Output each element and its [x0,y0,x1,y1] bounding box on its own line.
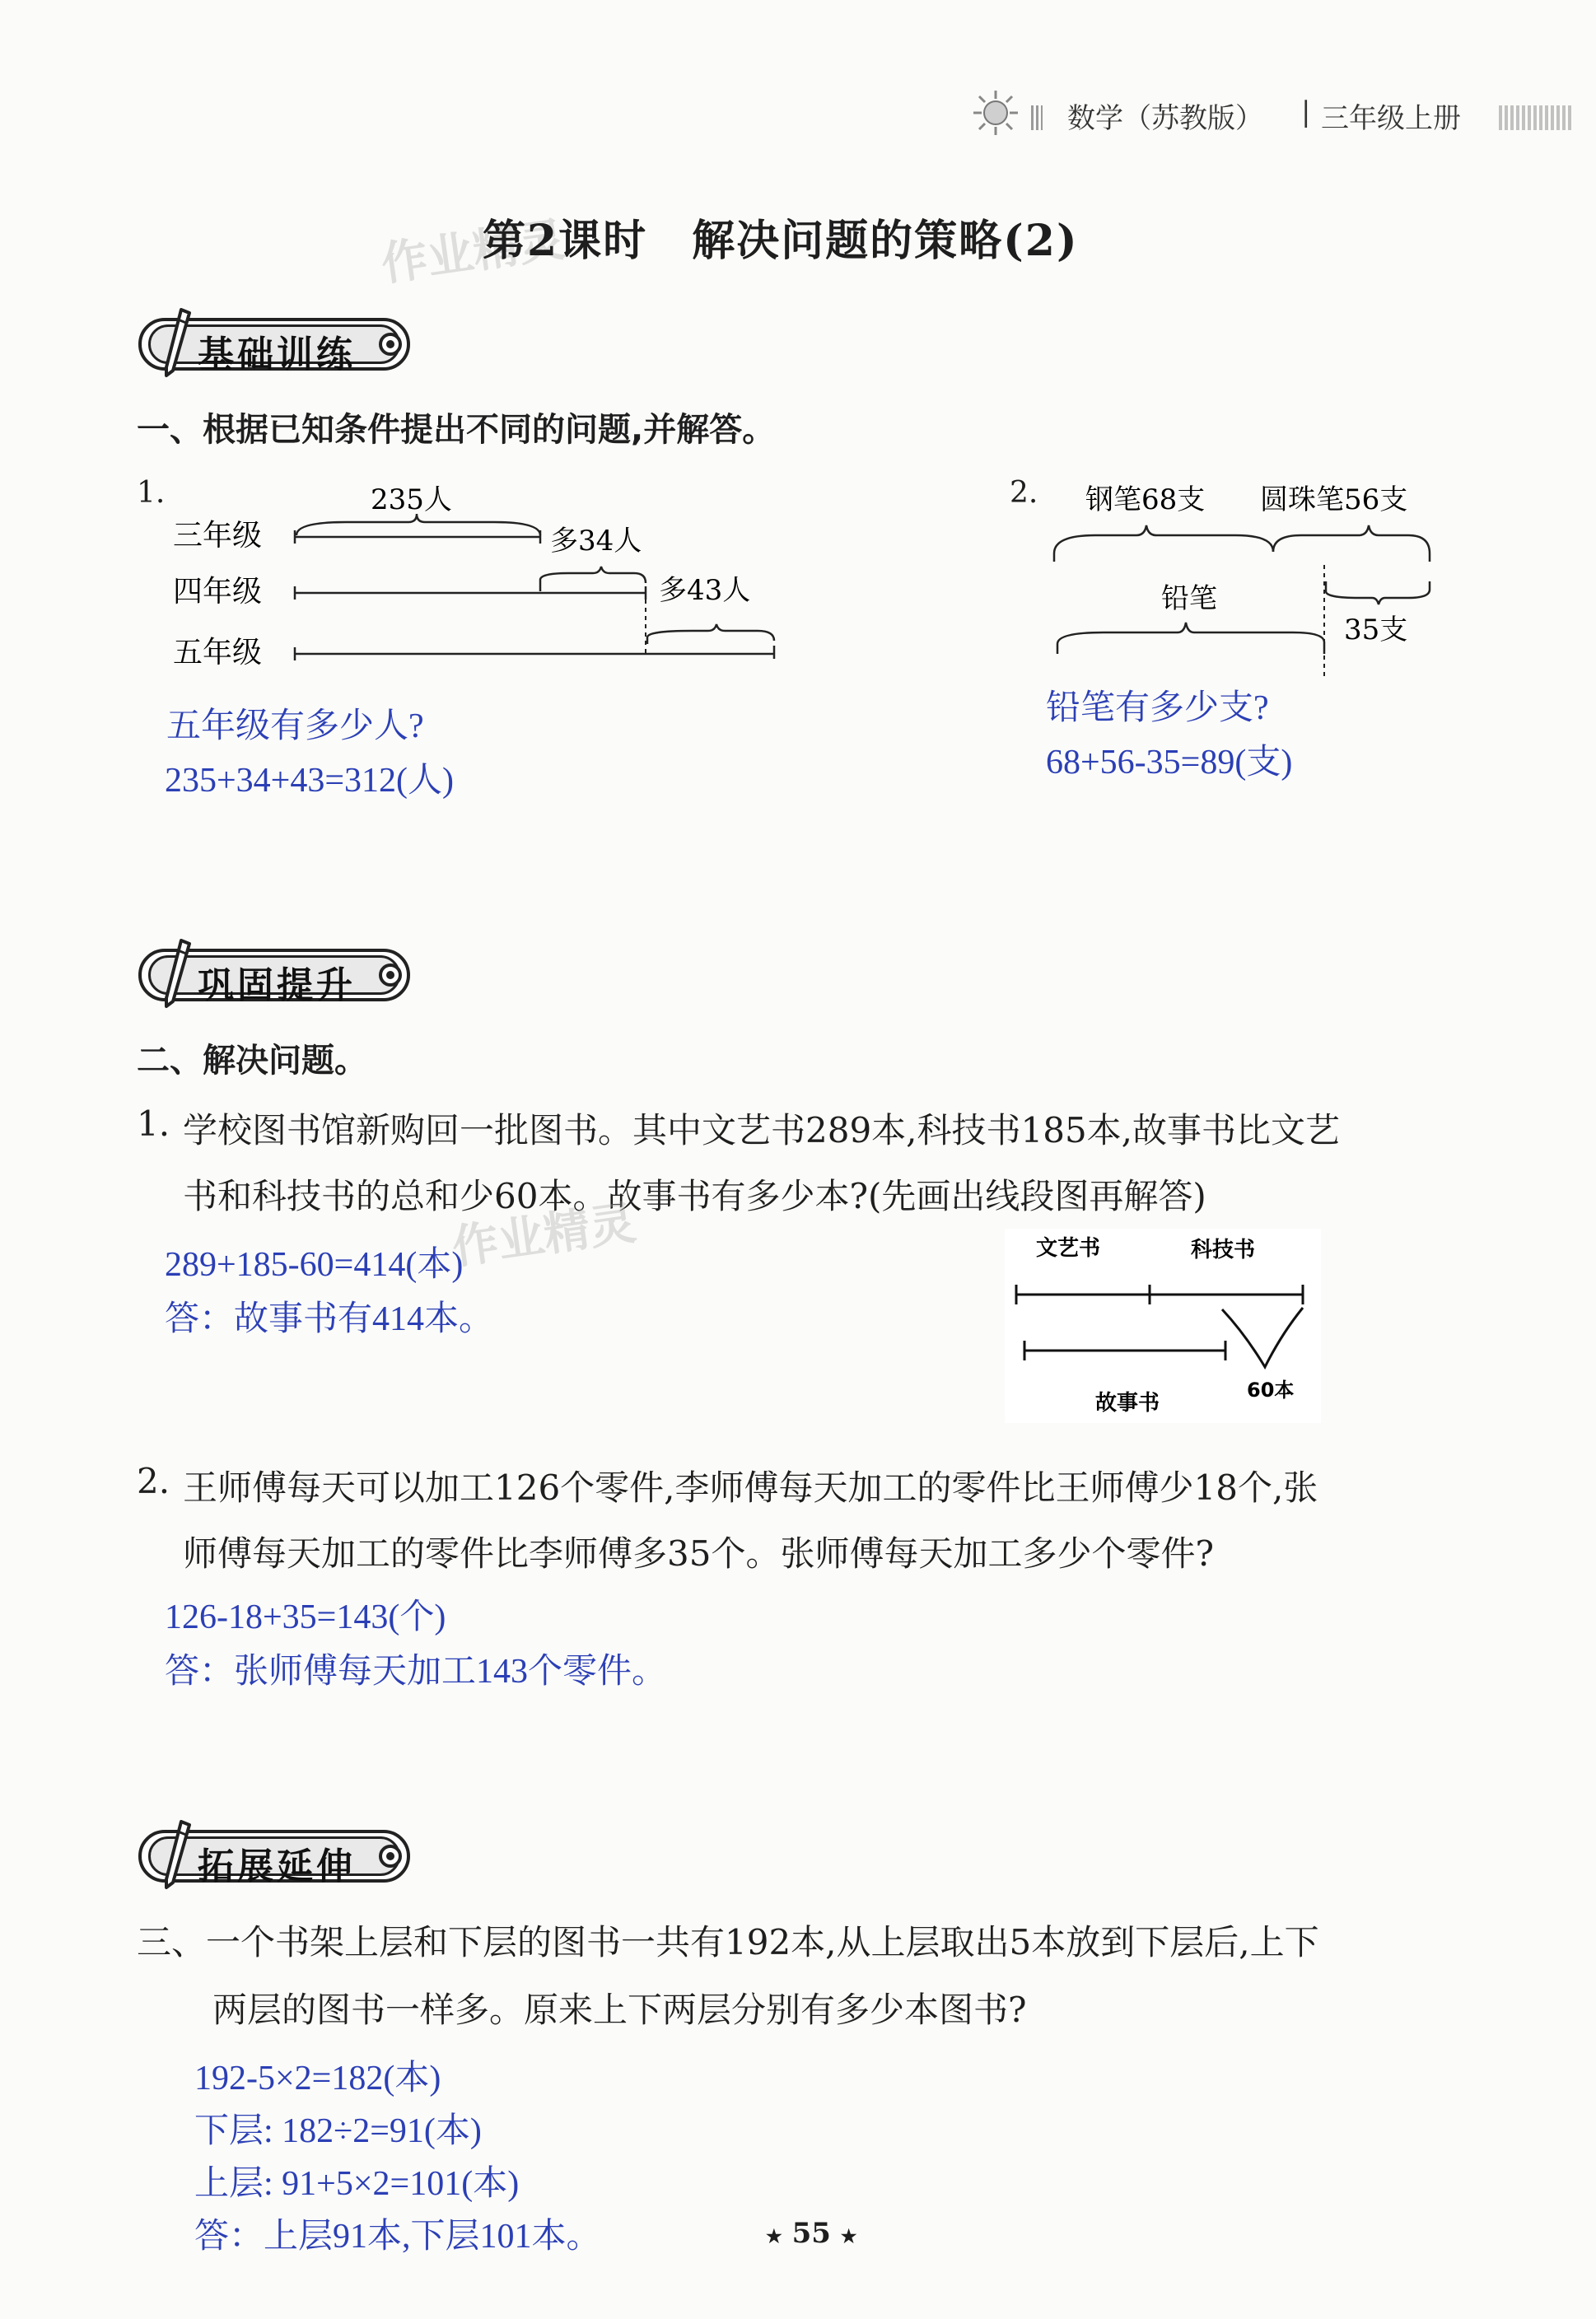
part2-q1-diagram [1005,1229,1321,1423]
section-badge-consolidate [130,939,418,1011]
part2-q2-answer: 126-18+35=143(个) [165,1598,446,1636]
section-label: 巩固提升 [198,964,356,1006]
part3-line1: 三、一个书架上层和下层的图书一共有192本,从上层取出5本放到下层后,上下 [137,1922,1319,1962]
star-icon: ★ [840,2226,857,2247]
part2-q1-line1: 学校图书馆新购回一批图书。其中文艺书289本,科技书185本,故事书比文艺 [183,1110,1341,1150]
header-subject: 数学（苏教版） [1067,102,1263,135]
label-more43: 多43人 [659,574,751,607]
pencil-icon [160,1820,193,1891]
section-label: 基础训练 [198,334,356,376]
part1-q2-question: 铅笔有多少支? [1046,689,1269,727]
label-pens: 钢笔68支 [1085,483,1206,516]
brace-235 [296,514,540,535]
part2-heading: 二、解决问题。 [137,1042,367,1080]
section-badge-basic [130,308,418,380]
label-pencils: 铅笔 [1161,582,1217,615]
pencil-icon [160,308,193,379]
ring-icon [379,964,402,987]
brace-pencils [1057,623,1324,654]
row-label-grade5: 五年级 [173,636,263,670]
diagram-label-235: 235人 [371,483,452,516]
label-35: 35支 [1344,614,1408,646]
part1-q1-question: 五年级有多少人? [166,707,424,745]
part1-q2-number: 2. [1010,476,1038,510]
part1-q1-answer: 235+34+43=312(人) [165,762,455,800]
brace-pens [1054,525,1273,562]
header-grade: 三年级上册 [1321,102,1461,135]
pencil-icon [160,939,193,1010]
part3-line2: 两层的图书一样多。原来上下两层分别有多少本图书? [212,1990,1027,2030]
watermark: 作业精灵 [449,1195,640,1276]
header-divider-bar: | [1301,96,1311,128]
label-more34: 多34人 [550,525,642,558]
page-number-block [766,2217,856,2250]
part2-q2-number: 2. [137,1461,170,1501]
brace-more43 [647,624,774,644]
page-header [972,89,1581,142]
label-science: 科技书 [1191,1238,1256,1262]
label-ballpens: 圆珠笔56支 [1260,483,1408,516]
part3-answer-1: 192-5×2=182(本) [194,2060,441,2097]
part1-heading: 一、根据已知条件提出不同的问题,并解答。 [137,411,776,449]
label-story: 故事书 [1095,1391,1160,1416]
part3-answer-3: 上层: 91+5×2=101(本) [194,2165,520,2203]
part2-q2-line1: 王师傅每天可以加工126个零件,李师傅每天加工的零件比王师傅少18个,张 [183,1467,1318,1508]
part2-q1-number: 1. [137,1104,170,1144]
part2-q1-answer: 289+185-60=414(本) [165,1246,464,1284]
watermark: 作业精灵 [378,212,569,292]
part2-q2-line2: 师傅每天加工的零件比李师傅多35个。张师傅每天加工多少个零件? [183,1533,1214,1574]
header-decoration [1499,105,1573,130]
part1-q2-diagram [1046,478,1449,684]
part1-q1-diagram [165,478,791,692]
part2-q1-conclusion: 答：故事书有414本。 [165,1300,494,1338]
ring-icon [379,333,402,356]
brace-60 [1222,1308,1303,1367]
part3-answer-2: 下层: 182÷2=91(本) [194,2112,482,2150]
brace-35 [1326,581,1430,604]
section-label: 拓展延伸 [198,1845,356,1887]
header-divider [1031,105,1043,130]
part1-q1-number: 1. [137,476,166,510]
sun-icon [972,89,1020,137]
label-literature: 文艺书 [1036,1236,1101,1261]
section-badge-extend [130,1820,418,1892]
row-label-grade4: 四年级 [173,575,263,609]
page-number: 55 [791,2217,831,2250]
star-icon: ★ [766,2226,782,2247]
brace-ballpens [1273,525,1430,562]
part2-q2-conclusion: 答：张师傅每天加工143个零件。 [165,1653,667,1691]
part1-q2-answer: 68+56-35=89(支) [1046,744,1293,782]
part2-q1-line2: 书和科技书的总和少60本。故事书有多少本?(先画出线段图再解答) [183,1176,1206,1216]
ring-icon [379,1845,402,1868]
page-title: 第2课时 解决问题的策略(2) [483,216,1079,266]
part3-answer-4: 答：上层91本,下层101本。 [194,2218,601,2256]
row-label-grade3: 三年级 [173,519,263,553]
label-60: 60本 [1247,1379,1295,1402]
brace-more34 [540,567,646,591]
